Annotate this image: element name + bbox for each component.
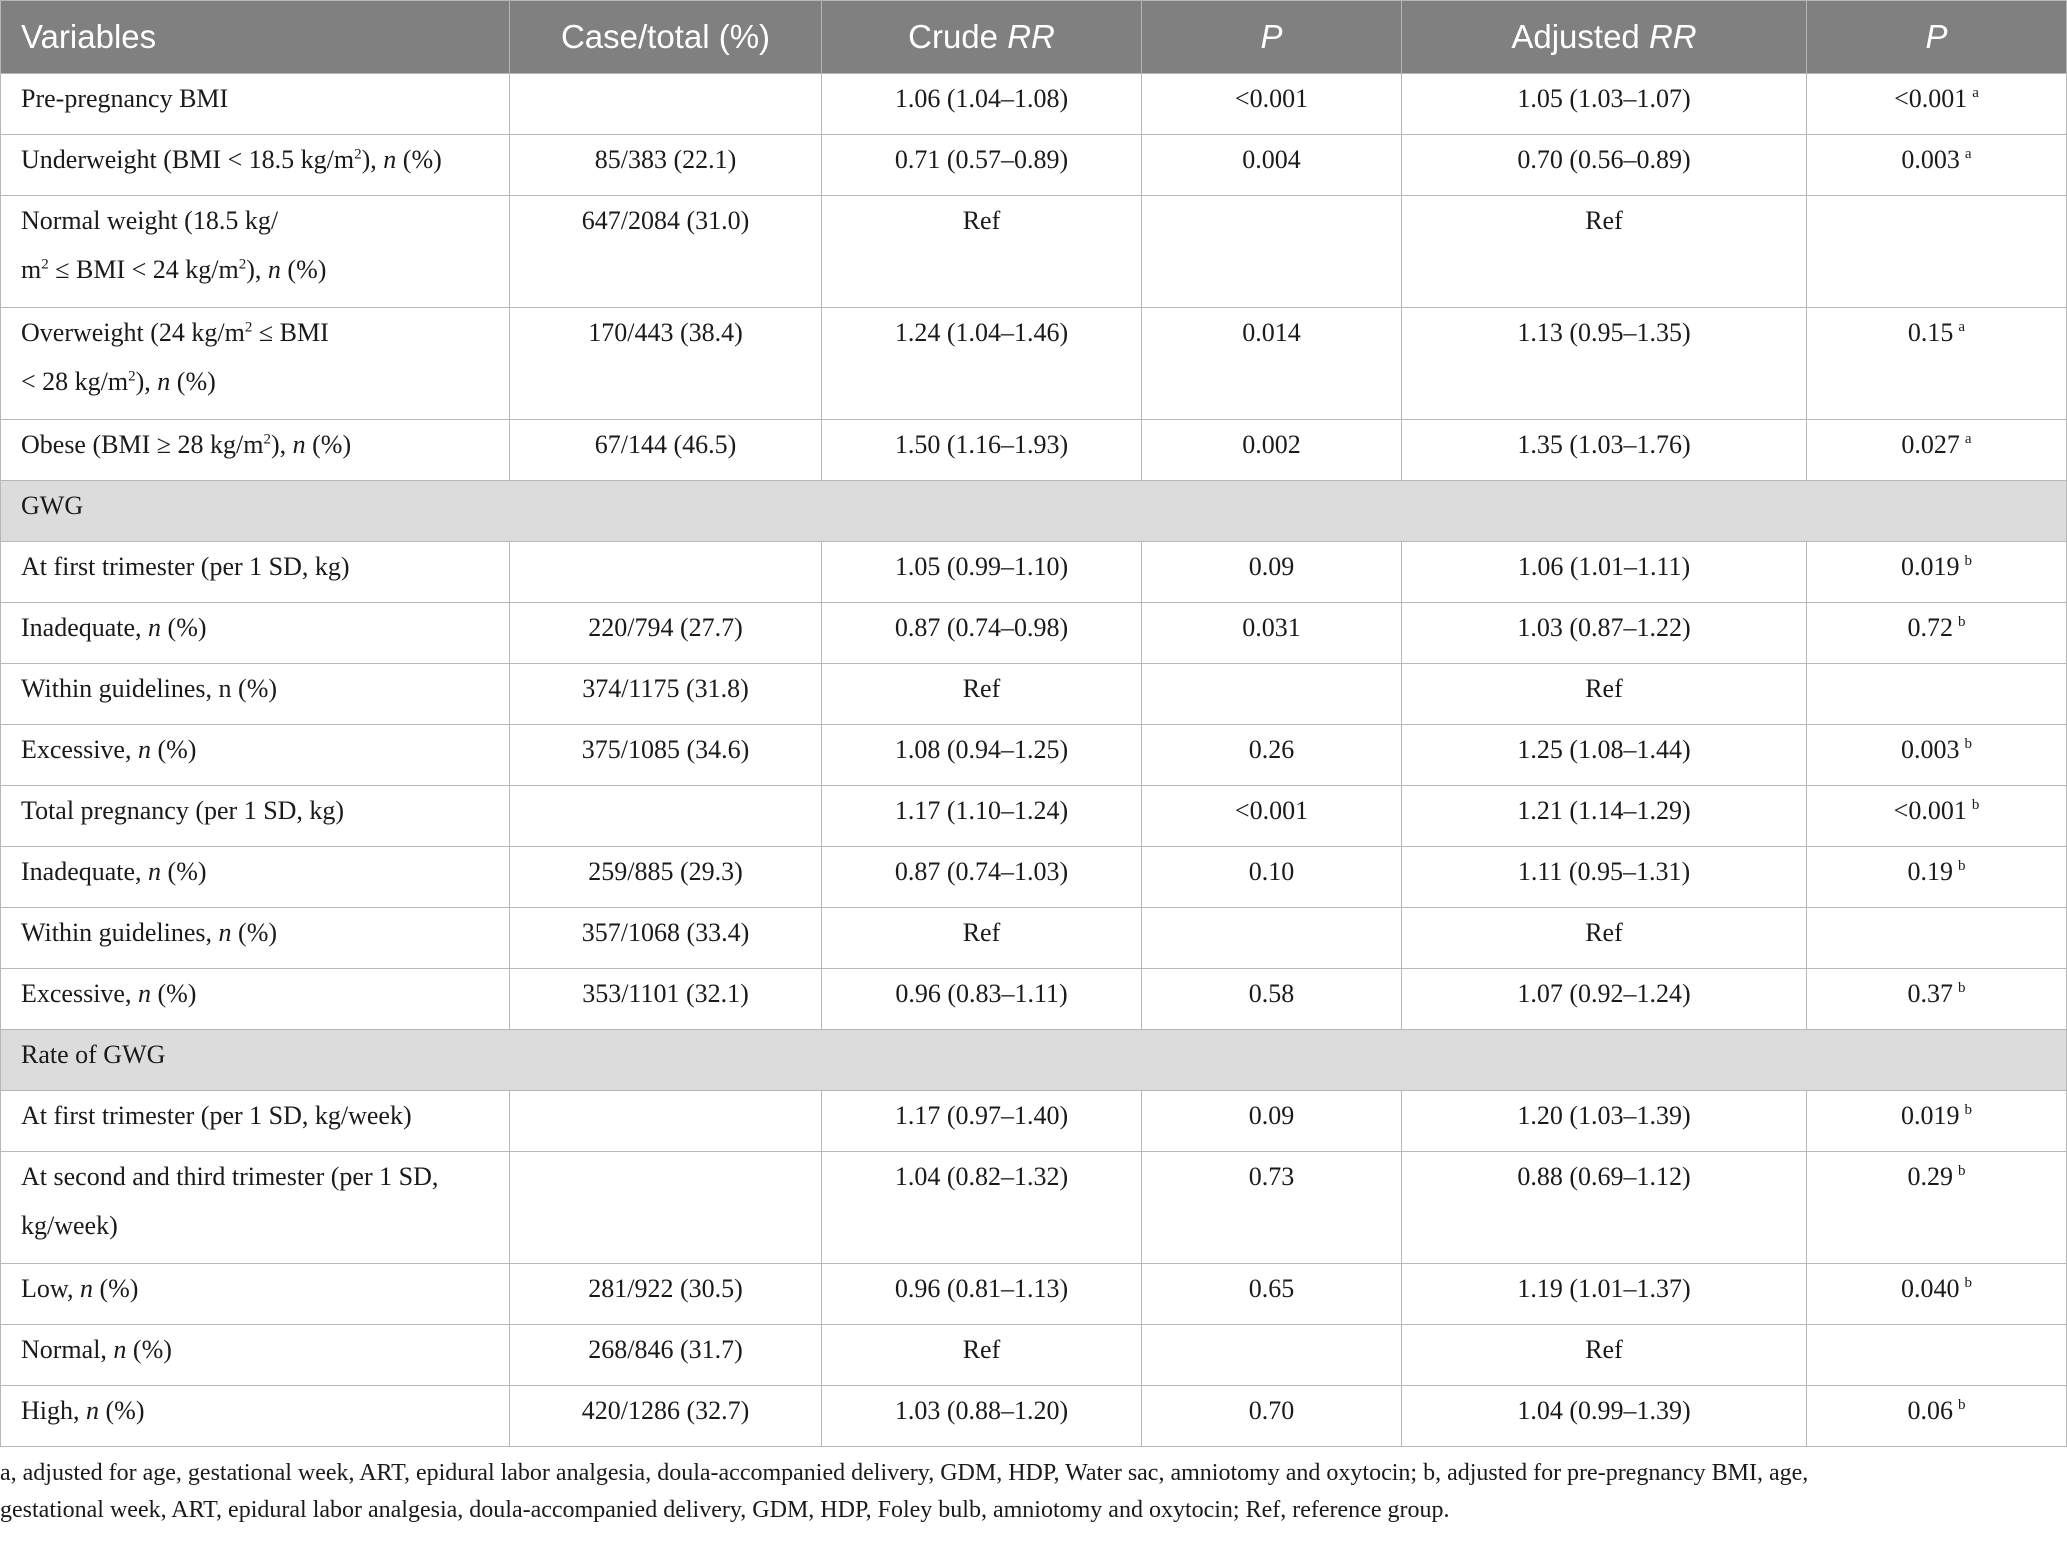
crude-rr-cell: 1.04 (0.82–1.32) bbox=[822, 1152, 1142, 1264]
n-italic: n bbox=[113, 1335, 127, 1364]
variable-text: (%) bbox=[170, 367, 216, 396]
n-italic: n bbox=[137, 979, 151, 1008]
variable-line bbox=[21, 135, 499, 184]
variable-line bbox=[21, 420, 499, 469]
p-crude-cell: <0.001 bbox=[1142, 74, 1402, 135]
variable-line bbox=[21, 1201, 499, 1250]
adjusted-rr-cell: Ref bbox=[1402, 196, 1807, 308]
p-value: 0.019 bbox=[1901, 1101, 1960, 1130]
variable-cell bbox=[1, 908, 510, 969]
header-case-total: Case/total (%) bbox=[510, 1, 822, 74]
variable-line bbox=[21, 1152, 499, 1201]
variable-text: ≤ BMI < 24 kg/m bbox=[48, 255, 239, 284]
case-total-cell: 259/885 (29.3) bbox=[510, 847, 822, 908]
crude-rr-cell: 0.71 (0.57–0.89) bbox=[822, 135, 1142, 196]
variable-cell bbox=[1, 786, 510, 847]
adjusted-rr-cell: Ref bbox=[1402, 908, 1807, 969]
p-adjusted-cell bbox=[1807, 664, 2067, 725]
crude-rr-cell: 1.24 (1.04–1.46) bbox=[822, 308, 1142, 420]
variable-line bbox=[21, 245, 499, 294]
variable-text: (%) bbox=[305, 430, 352, 459]
variable-cell bbox=[1, 135, 510, 196]
crude-rr-cell: Ref bbox=[822, 196, 1142, 308]
adjusted-rr-cell: 1.03 (0.87–1.22) bbox=[1402, 603, 1807, 664]
table-row bbox=[1, 786, 2067, 847]
p-adjusted-cell bbox=[1807, 74, 2067, 135]
section-row bbox=[1, 481, 2067, 542]
p-crude-cell bbox=[1142, 908, 1402, 969]
p-value: 0.19 bbox=[1907, 857, 1953, 886]
crude-rr-cell: 1.50 (1.16–1.93) bbox=[822, 420, 1142, 481]
crude-rr-cell: Ref bbox=[822, 908, 1142, 969]
n-italic: n bbox=[137, 735, 151, 764]
table-row bbox=[1, 196, 2067, 308]
adjusted-rr-cell: 1.11 (0.95–1.31) bbox=[1402, 847, 1807, 908]
adjusted-rr-cell: Ref bbox=[1402, 1325, 1807, 1386]
p-value: 0.72 bbox=[1907, 613, 1953, 642]
variable-text: (%) bbox=[150, 735, 197, 764]
table-row bbox=[1, 725, 2067, 786]
p-crude-cell: 0.26 bbox=[1142, 725, 1402, 786]
variable-text: (%) bbox=[396, 145, 442, 174]
footnote-marker: b bbox=[1964, 736, 1972, 753]
p-crude-cell: 0.014 bbox=[1142, 308, 1402, 420]
case-total-cell: 170/443 (38.4) bbox=[510, 308, 822, 420]
variable-line bbox=[21, 1325, 499, 1374]
n-italic: n bbox=[292, 430, 306, 459]
variable-line bbox=[21, 1091, 499, 1140]
variable-cell bbox=[1, 969, 510, 1030]
footnote-marker: b bbox=[1958, 858, 1966, 875]
adjusted-rr-cell: 1.07 (0.92–1.24) bbox=[1402, 969, 1807, 1030]
variable-line bbox=[21, 603, 499, 652]
table-footnote bbox=[0, 1455, 2040, 1529]
p-adjusted-cell bbox=[1807, 308, 2067, 420]
crude-rr-cell: 0.87 (0.74–0.98) bbox=[822, 603, 1142, 664]
p-crude-cell: 0.70 bbox=[1142, 1386, 1402, 1447]
footnote-line: a, adjusted for age, gestational week, ART, epidural labor analgesia, doula-accompanied delivery, GDM, HDP, Water sac, amniotomy and oxytocin; b, adjusted for pre-pregnancy BMI, age, bbox=[0, 1460, 1809, 1486]
case-total-cell: 220/794 (27.7) bbox=[510, 603, 822, 664]
superscript: 2 bbox=[238, 256, 247, 273]
p-crude-cell bbox=[1142, 664, 1402, 725]
p-crude-cell: 0.031 bbox=[1142, 603, 1402, 664]
table-row bbox=[1, 1325, 2067, 1386]
n-italic: n bbox=[148, 857, 162, 886]
p-value: 0.003 bbox=[1901, 735, 1960, 764]
case-total-cell: 357/1068 (33.4) bbox=[510, 908, 822, 969]
variable-line bbox=[21, 725, 499, 774]
section-label: Rate of GWG bbox=[1, 1030, 2067, 1091]
variable-cell bbox=[1, 1091, 510, 1152]
footnote-marker: b bbox=[1958, 1397, 1966, 1414]
p-adjusted-cell bbox=[1807, 1264, 2067, 1325]
p-adjusted-cell bbox=[1807, 542, 2067, 603]
p-crude-cell: 0.65 bbox=[1142, 1264, 1402, 1325]
n-italic: n bbox=[148, 613, 162, 642]
variable-text: (%) bbox=[126, 1335, 172, 1364]
superscript: 2 bbox=[263, 431, 271, 448]
variable-text: (%) bbox=[92, 1274, 139, 1303]
footnote-marker: b bbox=[1971, 797, 1980, 814]
p-adjusted-cell bbox=[1807, 1152, 2067, 1264]
variable-text: Overweight (24 kg/m bbox=[21, 318, 245, 347]
variable-cell bbox=[1, 725, 510, 786]
adjusted-rr-cell: 1.35 (1.03–1.76) bbox=[1402, 420, 1807, 481]
variable-text: ), bbox=[246, 255, 268, 284]
footnote-marker: b bbox=[1958, 980, 1966, 997]
header-p-crude: P bbox=[1142, 1, 1402, 74]
crude-rr-cell: 1.03 (0.88–1.20) bbox=[822, 1386, 1142, 1447]
table-row bbox=[1, 908, 2067, 969]
p-value: 0.15 bbox=[1907, 318, 1954, 347]
p-crude-cell: 0.004 bbox=[1142, 135, 1402, 196]
adjusted-rr-cell: 0.88 (0.69–1.12) bbox=[1402, 1152, 1807, 1264]
p-value: 0.003 bbox=[1901, 145, 1960, 174]
table-row bbox=[1, 308, 2067, 420]
table-row bbox=[1, 847, 2067, 908]
table-row bbox=[1, 1091, 2067, 1152]
table-row bbox=[1, 664, 2067, 725]
variable-cell bbox=[1, 1386, 510, 1447]
adjusted-rr-cell: 1.04 (0.99–1.39) bbox=[1402, 1386, 1807, 1447]
variable-text: Excessive, bbox=[21, 979, 138, 1008]
header-crude-rr: Crude RR bbox=[822, 1, 1142, 74]
p-adjusted-cell bbox=[1807, 420, 2067, 481]
variable-line bbox=[21, 308, 499, 357]
variable-text: (%) bbox=[150, 979, 197, 1008]
p-crude-cell: 0.58 bbox=[1142, 969, 1402, 1030]
footnote-marker: b bbox=[1958, 614, 1966, 631]
variable-text: Low, bbox=[21, 1274, 80, 1303]
variable-line bbox=[21, 74, 499, 123]
variable-line bbox=[21, 664, 499, 713]
case-total-cell: 268/846 (31.7) bbox=[510, 1325, 822, 1386]
variable-text: kg/week) bbox=[21, 1211, 118, 1240]
footnote-marker: b bbox=[1958, 1163, 1966, 1180]
n-italic: n bbox=[267, 255, 281, 284]
variable-text: High, bbox=[21, 1396, 86, 1425]
adjusted-rr-cell: 1.13 (0.95–1.35) bbox=[1402, 308, 1807, 420]
adjusted-rr-cell: 1.25 (1.08–1.44) bbox=[1402, 725, 1807, 786]
p-value: 0.019 bbox=[1901, 552, 1960, 581]
adjusted-rr-cell: Ref bbox=[1402, 664, 1807, 725]
footnote-marker: b bbox=[1964, 1275, 1972, 1292]
variable-text: Total pregnancy (per 1 SD, kg) bbox=[21, 796, 345, 825]
variable-text: m bbox=[21, 255, 42, 284]
superscript: 2 bbox=[244, 319, 253, 336]
p-value: 0.040 bbox=[1901, 1274, 1960, 1303]
variable-text: Pre-pregnancy BMI bbox=[21, 84, 229, 113]
footnote-line: gestational week, ART, epidural labor analgesia, doula-accompanied delivery, GDM, HDP, Foley bulb, amniotomy and oxytocin; Ref, reference group. bbox=[0, 1497, 1450, 1523]
p-adjusted-cell bbox=[1807, 969, 2067, 1030]
adjusted-rr-cell: 1.19 (1.01–1.37) bbox=[1402, 1264, 1807, 1325]
table-row bbox=[1, 420, 2067, 481]
table-row bbox=[1, 542, 2067, 603]
variable-text: Within guidelines, n (%) bbox=[21, 674, 278, 703]
n-italic: n bbox=[383, 145, 397, 174]
variable-line bbox=[21, 786, 499, 835]
adjusted-rr-cell: 0.70 (0.56–0.89) bbox=[1402, 135, 1807, 196]
adjusted-rr-cell: 1.20 (1.03–1.39) bbox=[1402, 1091, 1807, 1152]
n-italic: n bbox=[157, 367, 171, 396]
crude-rr-cell: 1.05 (0.99–1.10) bbox=[822, 542, 1142, 603]
crude-rr-cell: 0.87 (0.74–1.03) bbox=[822, 847, 1142, 908]
case-total-cell: 420/1286 (32.7) bbox=[510, 1386, 822, 1447]
superscript: 2 bbox=[354, 146, 362, 163]
variable-text: (%) bbox=[161, 857, 207, 886]
variable-cell bbox=[1, 196, 510, 308]
footnote-marker: a bbox=[1972, 85, 1979, 102]
crude-rr-cell: 1.06 (1.04–1.08) bbox=[822, 74, 1142, 135]
case-total-cell bbox=[510, 74, 822, 135]
variable-text: Underweight (BMI < 18.5 kg/m bbox=[21, 145, 355, 174]
case-total-cell: 85/383 (22.1) bbox=[510, 135, 822, 196]
variable-line bbox=[21, 969, 499, 1018]
variable-text: (%) bbox=[231, 918, 278, 947]
p-adjusted-cell bbox=[1807, 1091, 2067, 1152]
p-crude-cell bbox=[1142, 196, 1402, 308]
p-crude-cell bbox=[1142, 1325, 1402, 1386]
variable-cell bbox=[1, 308, 510, 420]
adjusted-rr-cell: 1.05 (1.03–1.07) bbox=[1402, 74, 1807, 135]
variable-text: Normal, bbox=[21, 1335, 114, 1364]
p-value: <0.001 bbox=[1893, 796, 1967, 825]
p-value: 0.29 bbox=[1907, 1162, 1953, 1191]
case-total-cell bbox=[510, 1091, 822, 1152]
table-row bbox=[1, 74, 2067, 135]
variable-line bbox=[21, 847, 499, 896]
superscript: 2 bbox=[128, 368, 136, 385]
variable-cell bbox=[1, 542, 510, 603]
variable-line bbox=[21, 196, 499, 245]
variable-text: (%) bbox=[99, 1396, 145, 1425]
n-italic: n bbox=[86, 1396, 99, 1425]
p-crude-cell: 0.73 bbox=[1142, 1152, 1402, 1264]
header-adjusted-rr: Adjusted RR bbox=[1402, 1, 1807, 74]
footnote-marker: b bbox=[1964, 553, 1972, 570]
p-adjusted-cell bbox=[1807, 725, 2067, 786]
p-adjusted-cell bbox=[1807, 196, 2067, 308]
table-row bbox=[1, 135, 2067, 196]
p-adjusted-cell bbox=[1807, 603, 2067, 664]
p-value: 0.37 bbox=[1907, 979, 1953, 1008]
section-row bbox=[1, 1030, 2067, 1091]
variable-text: (%) bbox=[161, 613, 207, 642]
variable-line bbox=[21, 542, 499, 591]
p-crude-cell: 0.002 bbox=[1142, 420, 1402, 481]
crude-rr-cell: 1.17 (0.97–1.40) bbox=[822, 1091, 1142, 1152]
variable-line bbox=[21, 1264, 499, 1313]
case-total-cell: 67/144 (46.5) bbox=[510, 420, 822, 481]
table-row bbox=[1, 1386, 2067, 1447]
footnote-marker: a bbox=[1964, 431, 1972, 448]
footnote-marker: b bbox=[1964, 1102, 1972, 1119]
p-adjusted-cell bbox=[1807, 135, 2067, 196]
variable-cell bbox=[1, 1152, 510, 1264]
variable-text: ), bbox=[135, 367, 158, 396]
p-crude-cell: 0.09 bbox=[1142, 1091, 1402, 1152]
variable-cell bbox=[1, 847, 510, 908]
variable-text: At first trimester (per 1 SD, kg) bbox=[21, 552, 350, 581]
variable-line bbox=[21, 1386, 499, 1435]
p-value: 0.027 bbox=[1901, 430, 1960, 459]
case-total-cell: 281/922 (30.5) bbox=[510, 1264, 822, 1325]
crude-rr-cell: 1.08 (0.94–1.25) bbox=[822, 725, 1142, 786]
variable-text: (%) bbox=[280, 255, 327, 284]
crude-rr-cell: Ref bbox=[822, 1325, 1142, 1386]
case-total-cell bbox=[510, 1152, 822, 1264]
p-crude-cell: <0.001 bbox=[1142, 786, 1402, 847]
variable-cell bbox=[1, 664, 510, 725]
crude-rr-cell: 0.96 (0.83–1.11) bbox=[822, 969, 1142, 1030]
p-value: 0.06 bbox=[1907, 1396, 1953, 1425]
superscript: 2 bbox=[41, 256, 49, 273]
crude-rr-cell: 1.17 (1.10–1.24) bbox=[822, 786, 1142, 847]
variable-text: Inadequate, bbox=[21, 857, 149, 886]
variable-text: Excessive, bbox=[21, 735, 138, 764]
variable-line bbox=[21, 908, 499, 957]
variable-text: Inadequate, bbox=[21, 613, 149, 642]
case-total-cell: 353/1101 (32.1) bbox=[510, 969, 822, 1030]
p-crude-cell: 0.09 bbox=[1142, 542, 1402, 603]
table-row bbox=[1, 1264, 2067, 1325]
adjusted-rr-cell: 1.21 (1.14–1.29) bbox=[1402, 786, 1807, 847]
p-crude-cell: 0.10 bbox=[1142, 847, 1402, 908]
crude-rr-cell: 0.96 (0.81–1.13) bbox=[822, 1264, 1142, 1325]
case-total-cell bbox=[510, 786, 822, 847]
variable-cell bbox=[1, 1325, 510, 1386]
variable-cell bbox=[1, 1264, 510, 1325]
variable-text: Obese (BMI ≥ 28 kg/m bbox=[21, 430, 264, 459]
crude-rr-cell: Ref bbox=[822, 664, 1142, 725]
p-adjusted-cell bbox=[1807, 1325, 2067, 1386]
table-row bbox=[1, 603, 2067, 664]
n-italic: n bbox=[79, 1274, 93, 1303]
variable-text: Normal weight (18.5 kg/ bbox=[21, 206, 279, 235]
adjusted-rr-cell: 1.06 (1.01–1.11) bbox=[1402, 542, 1807, 603]
header-row bbox=[1, 1, 2067, 74]
variable-text: ≤ BMI bbox=[252, 318, 329, 347]
case-total-cell: 374/1175 (31.8) bbox=[510, 664, 822, 725]
case-total-cell bbox=[510, 542, 822, 603]
variable-text: Within guidelines, bbox=[21, 918, 219, 947]
header-variables: Variables bbox=[1, 1, 510, 74]
variable-cell bbox=[1, 74, 510, 135]
table-row bbox=[1, 969, 2067, 1030]
case-total-cell: 647/2084 (31.0) bbox=[510, 196, 822, 308]
variable-line bbox=[21, 357, 499, 406]
table-row bbox=[1, 1152, 2067, 1264]
footnote-marker: a bbox=[1964, 146, 1972, 163]
header-p-adjusted: P bbox=[1807, 1, 2067, 74]
p-adjusted-cell bbox=[1807, 1386, 2067, 1447]
footnote-marker: a bbox=[1958, 319, 1966, 336]
p-adjusted-cell bbox=[1807, 908, 2067, 969]
section-label: GWG bbox=[1, 481, 2067, 542]
variable-text: < 28 kg/m bbox=[21, 367, 129, 396]
variable-text: At first trimester (per 1 SD, kg/week) bbox=[21, 1101, 412, 1130]
p-value: <0.001 bbox=[1894, 84, 1968, 113]
case-total-cell: 375/1085 (34.6) bbox=[510, 725, 822, 786]
variable-cell bbox=[1, 420, 510, 481]
variable-text: ), bbox=[270, 430, 293, 459]
variable-text: ), bbox=[361, 145, 384, 174]
p-adjusted-cell bbox=[1807, 847, 2067, 908]
n-italic: n bbox=[218, 918, 232, 947]
p-adjusted-cell bbox=[1807, 786, 2067, 847]
variable-text: At second and third trimester (per 1 SD, bbox=[21, 1162, 439, 1191]
variable-cell bbox=[1, 603, 510, 664]
